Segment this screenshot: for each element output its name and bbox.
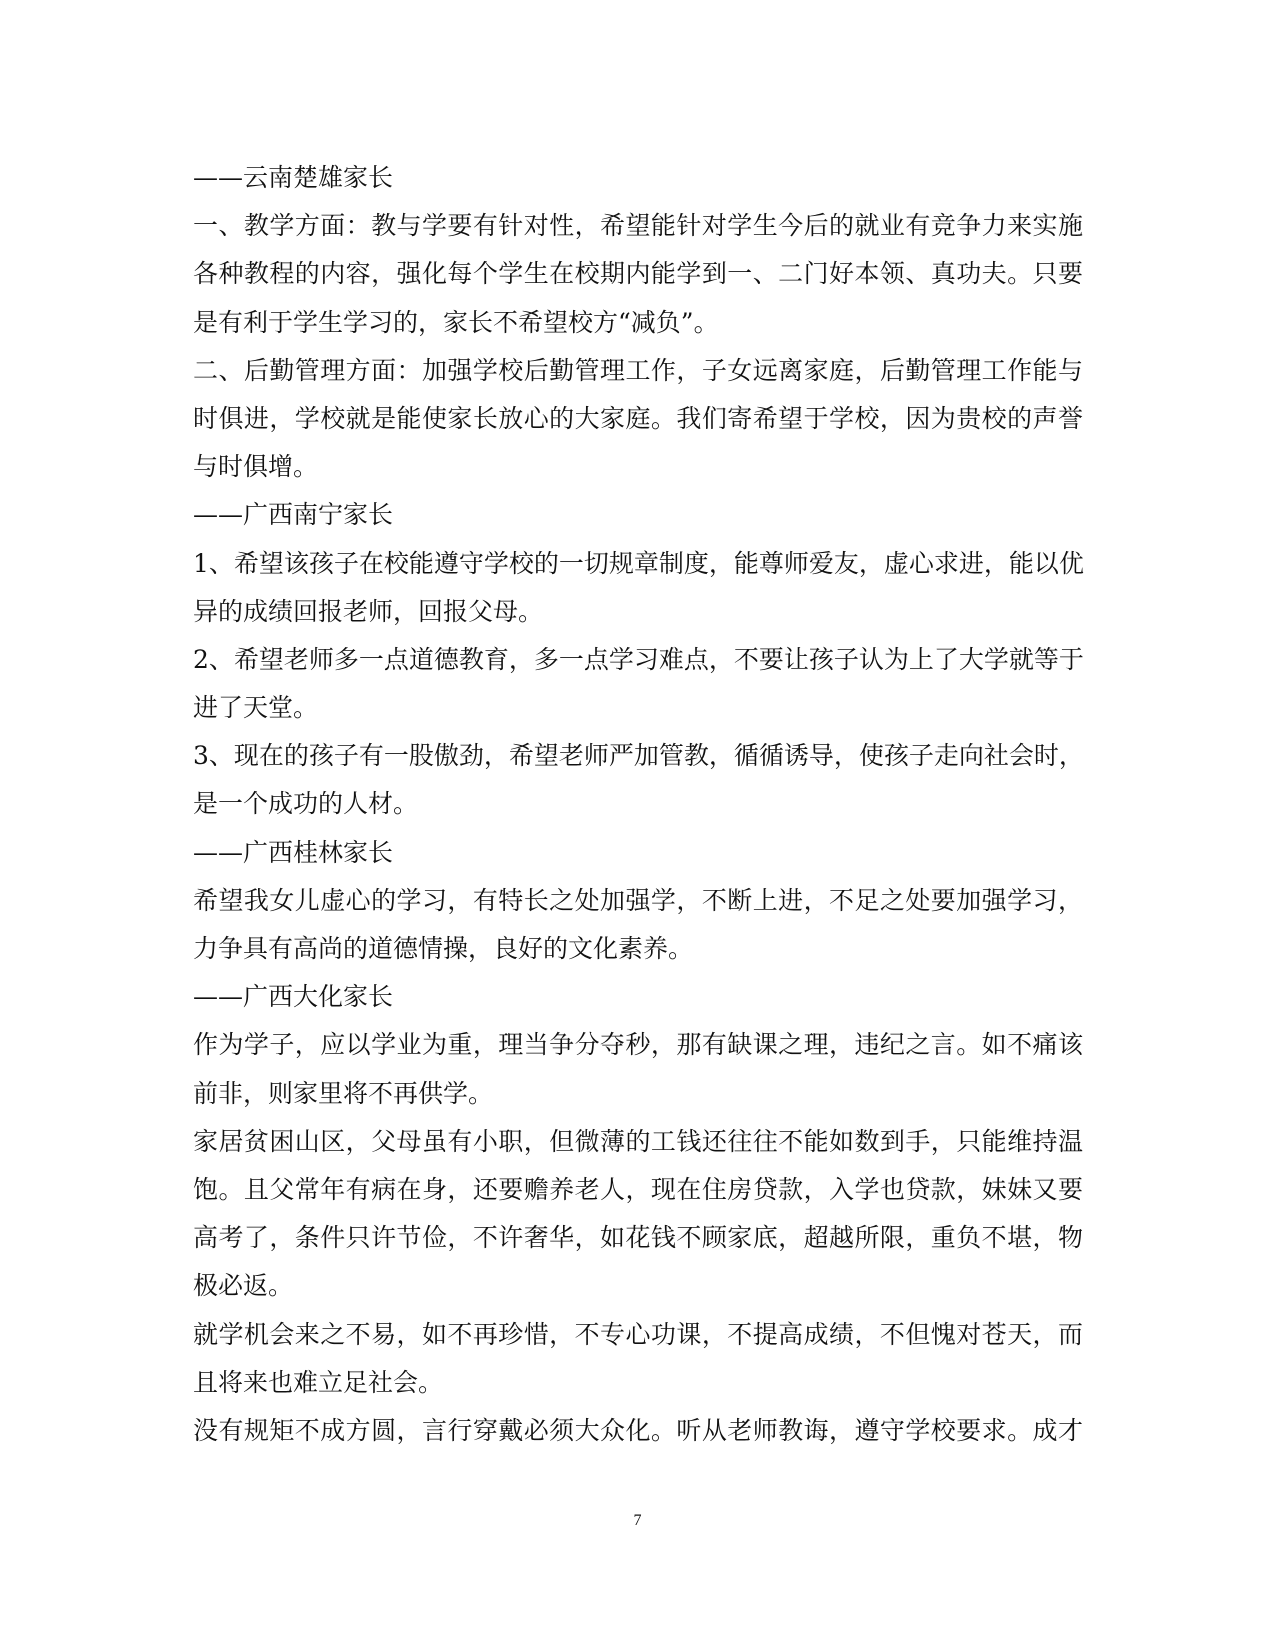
paragraph-line: 是一个成功的人材。 <box>193 789 419 819</box>
paragraph-line: 家居贫困山区，父母虽有小职，但微薄的工钱还往往不能如数到手，只能维持温 <box>193 1126 1083 1156</box>
paragraph-line: 二、后勤管理方面：加强学校后勤管理工作，子女远离家庭，后勤管理工作能与 <box>193 355 1083 385</box>
paragraph-line: 饱。且父常年有病在身，还要赡养老人，现在住房贷款，入学也贷款，妹妹又要 <box>193 1174 1083 1204</box>
paragraph-line: 进了天堂。 <box>193 693 319 723</box>
paragraph-line: 各种教程的内容，强化每个学生在校期内能学到一、二门好本领、真功夫。只要 <box>193 259 1083 289</box>
paragraph-line: 且将来也难立足社会。 <box>193 1367 444 1397</box>
paragraph-line: 前非，则家里将不再供学。 <box>193 1078 494 1108</box>
paragraph-line: 1、希望该孩子在校能遵守学校的一切规章制度，能尊师爱友，虚心求进，能以优 <box>193 548 1084 578</box>
signature-guangxi-nanning: ——广西南宁家长 <box>193 500 394 530</box>
signature-yunnan-chuxiong: ——云南楚雄家长 <box>193 163 394 192</box>
signature-guangxi-dahua: ——广西大化家长 <box>193 982 394 1012</box>
paragraph-line: 与时俱增。 <box>193 452 319 482</box>
paragraph-line: 时俱进，学校就是能使家长放心的大家庭。我们寄希望于学校，因为贵校的声誉 <box>193 403 1083 433</box>
paragraph-line: 异的成绩回报老师，回报父母。 <box>193 596 544 626</box>
signature-guangxi-guilin: ——广西桂林家长 <box>193 837 394 867</box>
paragraph-line: 希望我女儿虚心的学习，有特长之处加强学，不断上进，不足之处要加强学习， <box>193 885 1083 915</box>
page-number: 7 <box>633 1512 642 1529</box>
paragraph-line: 没有规矩不成方圆，言行穿戴必须大众化。听从老师教诲，遵守学校要求。成才 <box>193 1415 1083 1445</box>
paragraph-line: 是有利于学生学习的，家长不希望校方“减负”。 <box>193 307 719 337</box>
paragraph-line: 极必返。 <box>193 1271 294 1301</box>
paragraph-line: 2、希望老师多一点道德教育，多一点学习难点，不要让孩子认为上了大学就等于 <box>193 644 1084 674</box>
paragraph-line: 作为学子，应以学业为重，理当争分夺秒，那有缺课之理，违纪之言。如不痛该 <box>193 1030 1083 1060</box>
paragraph-line: 就学机会来之不易，如不再珍惜，不专心功课，不提高成绩，不但愧对苍天，而 <box>193 1319 1083 1349</box>
paragraph-line: 一、教学方面：教与学要有针对性，希望能针对学生今后的就业有竞争力来实施 <box>193 211 1083 241</box>
paragraph-line: 高考了，条件只许节俭，不许奢华，如花钱不顾家底，超越所限，重负不堪，物 <box>193 1223 1083 1253</box>
body-text <box>193 154 1083 1455</box>
paragraph-line: 3、现在的孩子有一股傲劲，希望老师严加管教，循循诱导，使孩子走向社会时， <box>193 741 1084 771</box>
paragraph-line: 力争具有高尚的道德情操，良好的文化素养。 <box>193 934 694 963</box>
